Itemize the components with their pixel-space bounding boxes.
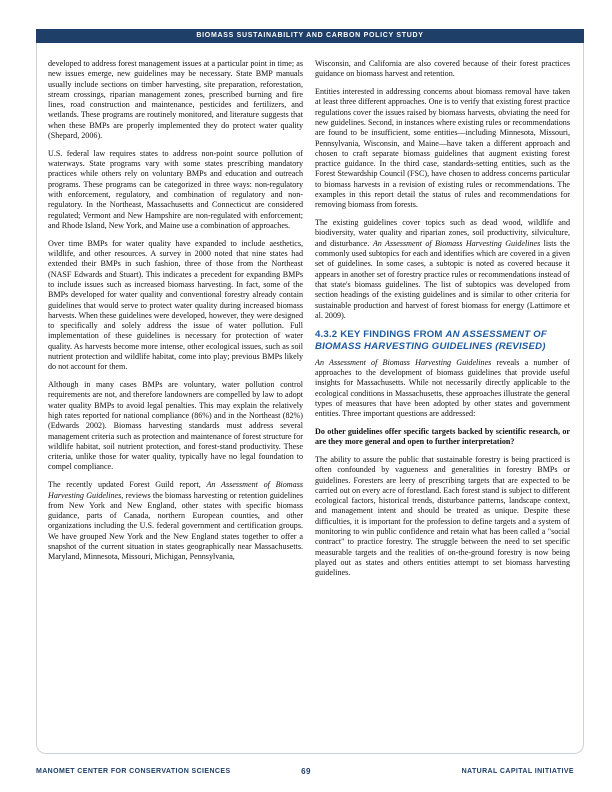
text-run: reveals a number of approaches to the development of biomass guidelines that provide useful insights for Massachusetts. While not necessarily directly applicable to the ecological conditions in Massachusetts, these approaches illustrate the general types of measures that have been adopted by other states and government entities. Three important questions are addressed: [315,357,571,419]
paragraph [315,218,570,321]
footer-organization: MANOMET CENTER FOR CONSERVATION SCIENCES [36,768,231,775]
heading-number: 4.3.2 KEY FINDINGS FROM [315,328,446,340]
paragraph [315,358,570,420]
paragraph: Entities interested in addressing concerns about biomass removal have taken at least three different approaches. One is to verify that existing forest practice regulations cover the issues raised by biomass harvests, obviating the need for new guidelines. Second, in instances where existing rules or recommendations are found to be insufficient, some entities—including Minnesota, Missouri, Pennsylvania, Wisconsin, and Maine—have taken a different approach and chosen to craft separate biomass guidelines that augment existing forest practice guidance. In the third case, standards-setting entities, such as the Forest Stewardship Council (FSC), have chosen to address concerns particular to biomass harvests in a revision of existing rules or recommendations. The examples in this report detail the status of rules and recommendations for removing biomass from forests. [315,87,570,210]
question: Do other guidelines offer specific targets backed by scientific research, or are they more general and open to further interpretation? [315,426,570,447]
report-title: An Assessment of Biomass Harvesting Guidelines [372,238,541,248]
paragraph: Although in many cases BMPs are voluntary, water pollution control requirements are not, and therefore landowners are compelled by law to adopt water quality BMPs to avoid legal penalties. This may explain the relatively high rates reported for national compliance (86%) and in the Northeast (82%) (Edwards 2002). Biomass harvesting standards must address several management criteria such as protection and maintenance of forest structure for wildlife habitat, soil nutrient protection, and forest-stand productivity. These criteria, unlike those for water quality, typically have no legal foundation to compel compliance. [48,380,303,472]
paragraph: The ability to assure the public that sustainable forestry is being practiced is often confounded by vagueness and generalities in forestry BMPs or guidelines. Foresters are leery of prescribing targets that are expected to be carried out on every acre of forestland. Each forest stand is subject to different ecological factors, historical trends, disturbance patterns, landscape context, and management intent and should be treated as unique. Despite these difficulties, it is important for the profession to define targets and a system of monitoring to win public confidence and retain what has been called a "social contract" to practice forestry. The struggle between the need to set specific measurable targets and the realities of on-the-ground forestry is now being played out as states and others entities attempt to set biomass harvesting guidelines. [315,455,570,578]
heading-title: AN ASSESSMENT OF BIOMASS HARVESTING GUIDELINES (REVISED) [315,328,547,352]
paragraph: U.S. federal law requires states to address non-point source pollution of waterways. State programs vary with some states prescribing mandatory practices while others rely on voluntary BMPs and education and outreach programs. These programs can be categorized in three ways: non-regulatory with enforcement, regulatory, and combination of regulatory and non-regulatory. In the Northeast, Massachusetts and Connecticut are considered regulated; Vermont and New Hampshire are non-regulated with enforcement; and Rhode Island, New York, and Maine use a combination of approaches. [48,148,303,230]
paragraph: Wisconsin, and California are also covered because of their forest practices guidance on biomass harvest and retention. [315,59,570,79]
footer-initiative: NATURAL CAPITAL INITIATIVE [461,768,574,775]
paragraph [48,480,303,562]
section-heading [315,329,570,353]
page-number: 69 [301,767,311,776]
text-run: , reviews the biomass harvesting or retention guidelines from New York and New England, other states with specific biomass guidance, parts of Canada, northern European counties, and other organizations including the U.S. federal government and certification groups. We have grouped New York and the New England states together to offer a snapshot of the current situation in states geographically near Massachusetts. Maryland, Minnesota, Missouri, Michigan, Pennsylvania, [48,490,303,562]
paragraph: Over time BMPs for water quality have expanded to include aesthetics, wildlife, and other resources. A survey in 2000 noted that nine states had extended their BMPs in such fashion, three of those from the Northeast (NASF Edwards and Stuart). This indicates a precedent for expanding BMPs to include issues such as increased biomass harvesting. In fact, some of the BMPs developed for water quality and conventional forestry already contain guidelines that would serve to protect water quality during increased biomass harvests. When these guidelines were developed, however, they were designed to specifically and solely address the issue of water pollution. Full implementation of these guidelines is necessary for protection of water quality. As harvests become more intense, other ecological issues, such as soil nutrient protection and wildlife habitat, come into play; previous BMPs likely do not account for them. [48,238,303,372]
report-title: An Assessment of Biomass Harvesting Guidelines [48,480,303,500]
text-run: The existing guidelines cover topics such as dead wood, wildlife and biodiversity, water quality and riparian zones, soil productivity, silviculture, and disturbance. [315,218,570,248]
text-run: lists the commonly used subtopics for each and identifies which are covered in a given set of guidelines. In some cases, a subtopic is noted as covered because it appears in another set of forestry practice rules or recommendations instead of that state's biomass guidelines. The list of subtopics was developed from section headings of the existing guidelines and is similar to other criteria for sustainable production and harvest of forest biomass for energy (Lattimore et al. 2009). [315,238,570,320]
text-run: The recently updated Forest Guild report, [48,480,207,490]
left-column [48,59,303,570]
report-title: An Assessment of Biomass Harvesting Guidelines [315,357,492,367]
running-header: BIOMASS SUSTAINABILITY AND CARBON POLICY STUDY [36,29,584,43]
right-column [315,59,570,586]
paragraph: developed to address forest management issues at a particular point in time; as new issues emerge, new guidelines may be necessary. State BMP manuals usually include sections on timber harvesting, site preparation, reforestation, stream crossings, riparian management zones, prescribed burning and fire lines, road construction and maintenance, pesticides and fertilizers, and wetlands. These programs are routinely monitored, and literature suggests that when these BMPs are properly implemented they do protect water quality (Shepard, 2006). [48,59,303,141]
